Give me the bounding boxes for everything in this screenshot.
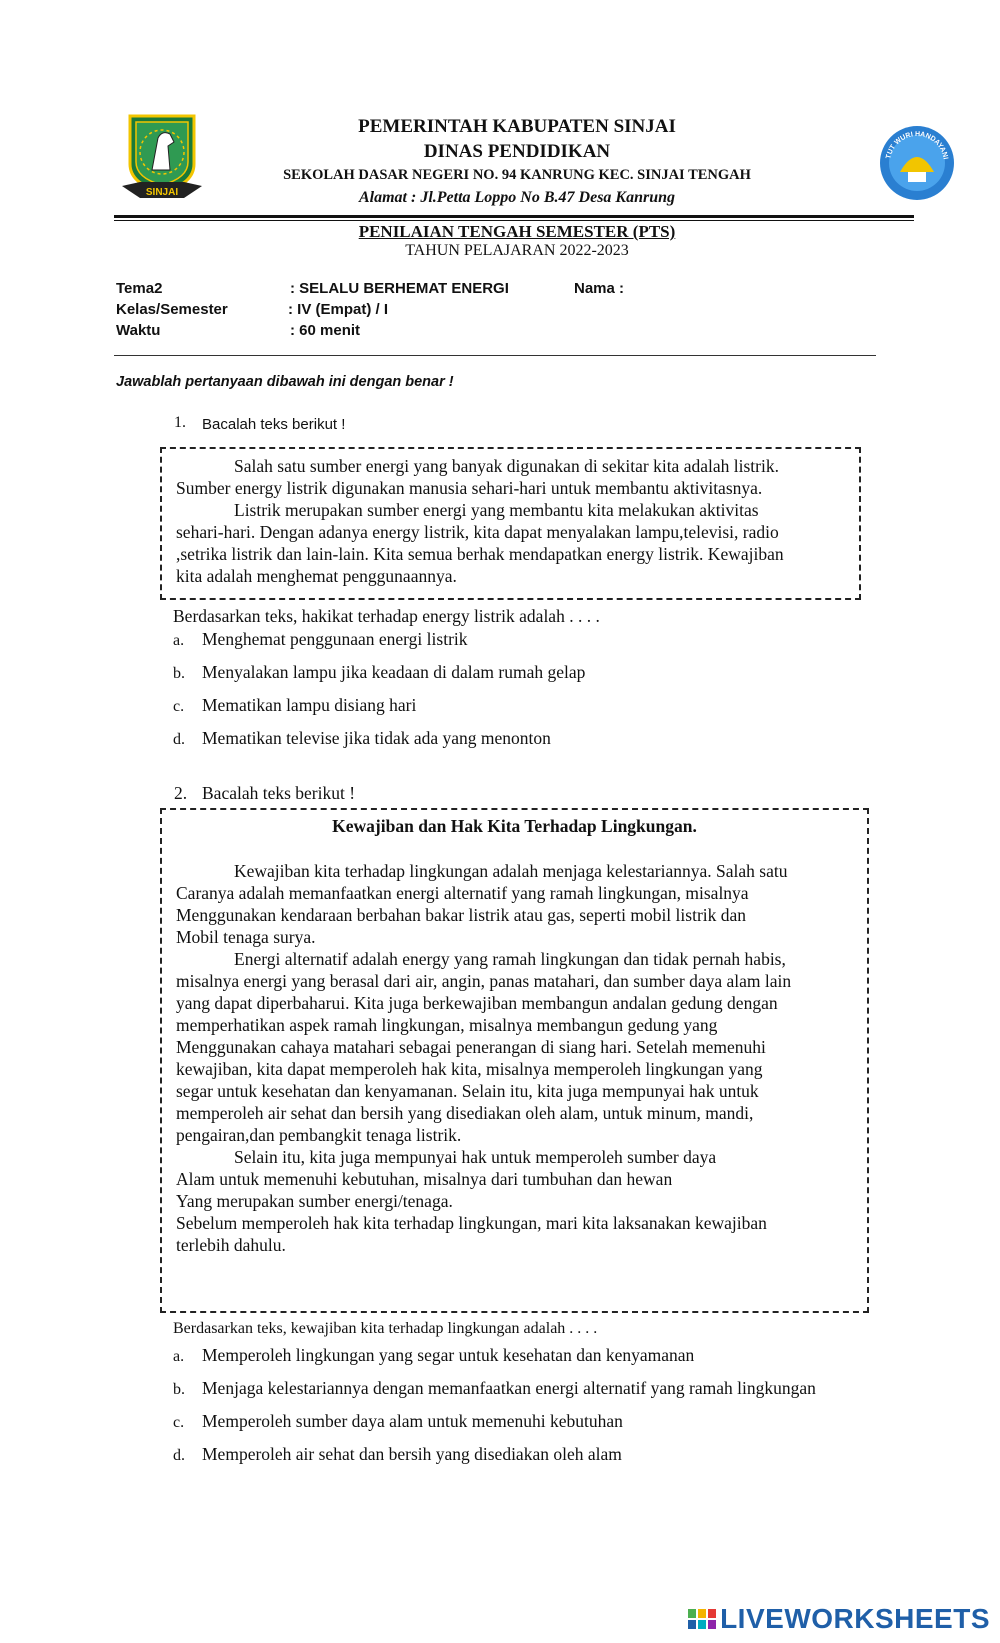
nama-label: Nama : [574,280,625,297]
school-name: SEKOLAH DASAR NEGERI NO. 94 KANRUNG KEC. SINJAI TENGAH [283,167,751,183]
q1-number: 1. [174,414,186,431]
option-text: Memperoleh lingkungan yang segar untuk kesehatan dan kenyamanan [202,1345,695,1365]
q2-option-c[interactable] [173,1411,623,1432]
q1-option-a[interactable] [173,629,468,650]
q1-text-line: kita adalah menghemat penggunaannya. [176,566,457,586]
waktu-label: Waktu [116,322,161,339]
waktu-value: : 60 menit [290,322,361,339]
q2-text-line: Yang merupakan sumber energi/tenaga. [176,1191,453,1211]
q2-box-title: Kewajiban dan Hak Kita Terhadap Lingkungan. [332,816,697,836]
tut-wuri-handayani-emblem [878,124,956,202]
option-letter: c. [173,1414,185,1431]
option-text: Mematikan televise jika tidak ada yang menonton [202,728,551,748]
liveworksheets-grid-icon [688,1609,716,1629]
option-text: Memperoleh sumber daya alam untuk memenuhi kebutuhan [202,1411,623,1431]
q2-text-line: Sebelum memperoleh hak kita terhadap lingkungan, mari kita laksanakan kewajiban [176,1213,767,1233]
q2-prompt: Bacalah teks berikut ! [202,783,356,803]
q2-text-line: segar untuk kesehatan dan kenyamanan. Selain itu, kita juga mempunyai hak untuk [176,1081,759,1101]
sinjai-logo-text: SINJAI [145,187,179,198]
q2-text-line: Menggunakan kendaraan berbahan bakar listrik atau gas, seperti mobil listrik dan [176,905,747,925]
q2-text-line: memperhatikan aspek ramah lingkungan, misalnya membangun gedung yang [176,1015,718,1035]
q2-question-stem: Berdasarkan teks, kewajiban kita terhadap lingkungan adalah . . . . [173,1320,598,1337]
q1-text-line: Salah satu sumber energi yang banyak digunakan di sekitar kita adalah listrik. [234,456,779,476]
option-letter: a. [173,632,185,649]
q2-option-b[interactable] [173,1378,816,1399]
liveworksheets-brand: LIVEWORKSHEETS [720,1603,990,1634]
option-letter: b. [173,665,185,682]
q1-prompt: Bacalah teks berikut ! [202,416,346,433]
q2-text-line: Mobil tenaga surya. [176,927,316,947]
option-text: Menghemat penggunaan energi listrik [202,629,468,649]
q2-option-d[interactable] [173,1444,622,1465]
q1-text-line: sehari-hari. Dengan adanya energy listrik, kita dapat menyalakan lampu,televisi, radio [176,522,779,542]
q2-text-line: memperoleh air sehat dan bersih yang disediakan oleh alam, untuk minum, mandi, [176,1103,754,1123]
sinjai-emblem [122,112,202,204]
liveworksheets-logo[interactable] [688,1603,990,1635]
q1-option-b[interactable] [173,662,585,683]
q1-text-line: Sumber energy listrik digunakan manusia sehari-hari untuk membantu aktivitasnya. [176,478,763,498]
exam-year: TAHUN PELAJARAN 2022-2023 [405,242,629,259]
option-text: Menyalakan lampu jika keadaan di dalam rumah gelap [202,662,586,682]
q2-text-line: pengairan,dan pembangkit tenaga listrik. [176,1125,462,1145]
q2-number: 2. [174,783,188,803]
q1-text-line: Listrik merupakan sumber energi yang membantu kita melakukan aktivitas [234,500,759,520]
q2-text-line: terlebih dahulu. [176,1235,286,1255]
department-name: DINAS PENDIDIKAN [423,141,611,162]
q2-text-line: Energi alternatif adalah energy yang ramah lingkungan dan tidak pernah habis, [234,949,786,969]
q2-text-line: Selain itu, kita juga mempunyai hak untuk memperoleh sumber daya [234,1147,717,1167]
q1-text-line: ,setrika listrik dan lain-lain. Kita semua berhak mendapatkan energy listrik. Kewajiban [176,544,784,564]
q1-option-c[interactable] [173,695,416,716]
government-name: PEMERINTAH KABUPATEN SINJAI [358,116,676,137]
q2-option-a[interactable] [173,1345,694,1366]
letterhead-rule-thin [114,220,914,221]
exam-title: PENILAIAN TENGAH SEMESTER (PTS) [358,222,676,241]
q2-text-line: Menggunakan cahaya matahari sebagai penerangan di siang hari. Setelah memenuhi [176,1037,766,1057]
q2-text-line: kewajiban, kita dapat memperoleh hak kita, misalnya memperoleh lingkungan yang [176,1059,763,1079]
tut-wuri-logo-text: TUT WURI HANDAYANI [885,130,949,160]
option-text: Menjaga kelestariannya dengan memanfaatkan energi alternatif yang ramah lingkungan [202,1378,816,1398]
q2-text-line: Alam untuk memenuhi kebutuhan, misalnya dari tumbuhan dan hewan [176,1169,673,1189]
q1-option-d[interactable] [173,728,551,749]
option-letter: a. [173,1348,185,1365]
q1-question-stem: Berdasarkan teks, hakikat terhadap energy listrik adalah . . . . [173,606,600,626]
option-text: Memperoleh air sehat dan bersih yang disediakan oleh alam [202,1444,622,1464]
option-letter: d. [173,731,185,748]
option-letter: d. [173,1447,185,1464]
instruction: Jawablah pertanyaan dibawah ini dengan benar ! [116,374,454,390]
info-divider [114,355,876,356]
q2-text-line: Caranya adalah memanfaatkan energi alternatif yang ramah lingkungan, misalnya [176,883,749,903]
tema-label: Tema2 [116,280,163,297]
q2-text-line: Kewajiban kita terhadap lingkungan adalah menjaga kelestariannya. Salah satu [234,861,788,881]
q2-text-line: misalnya energi yang berasal dari air, angin, panas matahari, dan sumber daya alam lain [176,971,792,991]
kelas-label: Kelas/Semester [116,301,228,318]
tema-value: : SELALU BERHEMAT ENERGI [290,280,509,297]
q2-text-line: yang dapat diperbaharui. Kita juga berkewajiban membangun andalan gedung dengan [176,993,778,1013]
school-address: Alamat : Jl.Petta Loppo No B.47 Desa Kanrung [358,189,676,206]
kelas-value: : IV (Empat) / I [288,301,389,318]
letterhead-rule-thick [114,215,914,218]
option-letter: b. [173,1381,185,1398]
option-letter: c. [173,698,185,715]
option-text: Mematikan lampu disiang hari [202,695,417,715]
